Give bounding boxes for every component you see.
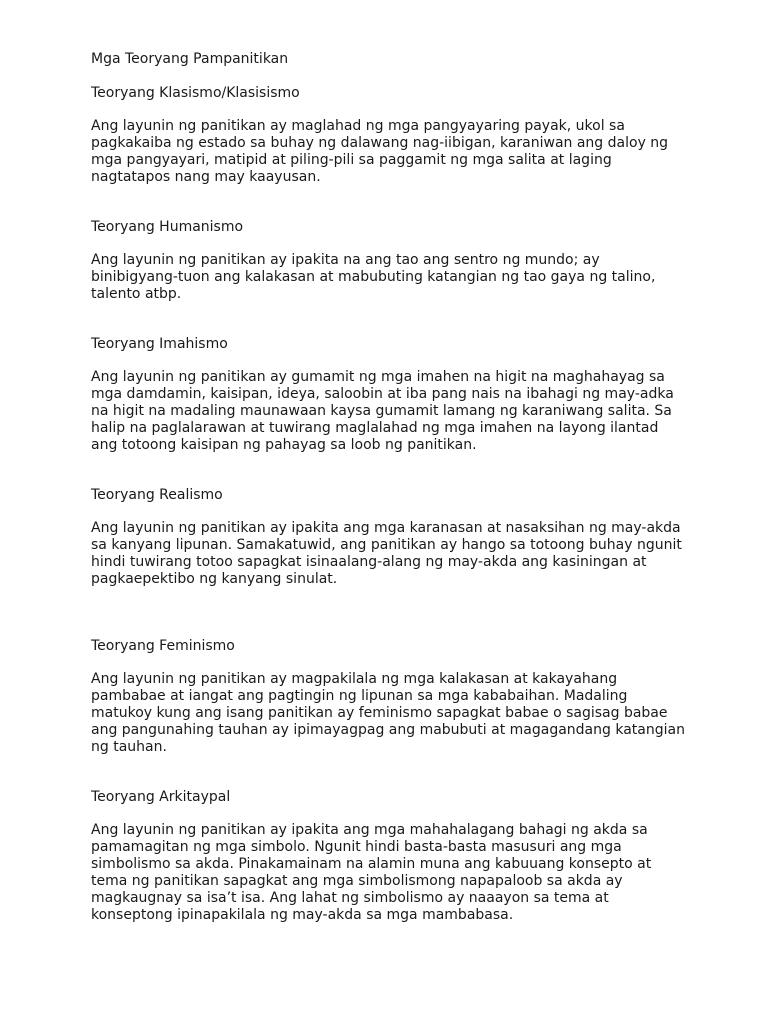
section-arkitaypal — [91, 789, 691, 924]
section-heading: Teoryang Realismo — [91, 487, 223, 503]
section-paragraph: Ang layunin ng panitikan ay magpakilala ng mga kalakasan at kakayahang pambabae at iangat ang pagtingin ng lipunan sa mga kababaihan. Madaling matukoy kung ang isang panitikan ay feminismo sapagkat babae o sagisag babae ang pangunahing tauhan ay ipimayagpag ang mabubuti at magagandang katangian ng tauhan. — [91, 671, 685, 755]
section-heading: Teoryang Imahismo — [91, 336, 228, 352]
section-heading: Teoryang Humanismo — [91, 219, 244, 235]
section-paragraph: Ang layunin ng panitikan ay maglahad ng mga pangyayaring payak, ukol sa pagkakaiba ng estado sa buhay ng dalawang nag-iibigan, karaniwan ang daloy ng mga pangyayari, matipid at piling-pili sa paggamit ng mga salita at laging nagtatapos nang may kaayusan. — [91, 118, 669, 185]
section-heading: Teoryang Arkitaypal — [91, 789, 231, 805]
spacer — [91, 303, 691, 336]
section-paragraph: Ang layunin ng panitikan ay gumamit ng mga imahen na higit na maghahayag sa mga damdamin, kaisipan, ideya, saloobin at iba pang nais na ibahagi ng may-adka na higit na madaling maunawaan kaysa gumamit lamang ng karaniwang salita. Sa halip na paglalarawan at tuwirang maglalahad ng mga imahen na layong ilantad ang totoong kaisipan ng pahayag sa loob ng panitikan. — [91, 369, 674, 453]
section-paragraph: Ang layunin ng panitikan ay ipakita ang mga karanasan at nasaksihan ng may-akda sa kanyang lipunan. Samakatuwid, ang panitikan ay hango sa totoong buhay ngunit hindi tuwirang totoo sapagkat isinaalang-alang ng may-akda ang kasiningan at pagkaepektibo ng kanyang sinulat. — [91, 520, 682, 587]
section-klasismo — [91, 85, 691, 186]
section-feminismo — [91, 638, 691, 756]
section-realismo — [91, 487, 691, 588]
document-title: Mga Teoryang Pampanitikan — [91, 51, 289, 67]
spacer — [91, 756, 691, 789]
document-page — [91, 51, 691, 924]
spacer — [91, 588, 691, 638]
section-humanismo — [91, 219, 691, 303]
section-paragraph: Ang layunin ng panitikan ay ipakita na ang tao ang sentro ng mundo; ay binibigyang-tuon ang kalakasan at mabubuting katangian ng tao gaya ng talino, talento atbp. — [91, 252, 656, 302]
section-heading: Teoryang Feminismo — [91, 638, 235, 654]
section-imahismo — [91, 336, 691, 454]
section-paragraph: Ang layunin ng panitikan ay ipakita ang mga mahahalagang bahagi ng akda sa pamamagitan ng mga simbolo. Ngunit hindi basta-basta masusuri ang mga simbolismo sa akda. Pinakamainam na alamin muna ang kabuuang konsepto at tema ng panitikan sapagkat ang mga simbolismong napapaloob sa akda ay magkaugnay sa isa’t isa. Ang lahat ng simbolismo ay naaayon sa tema at konseptong ipinapakilala ng may-akda sa mga mambabasa. — [91, 822, 652, 923]
spacer — [91, 186, 691, 219]
spacer — [91, 454, 691, 487]
section-heading: Teoryang Klasismo/Klasisismo — [91, 85, 300, 101]
